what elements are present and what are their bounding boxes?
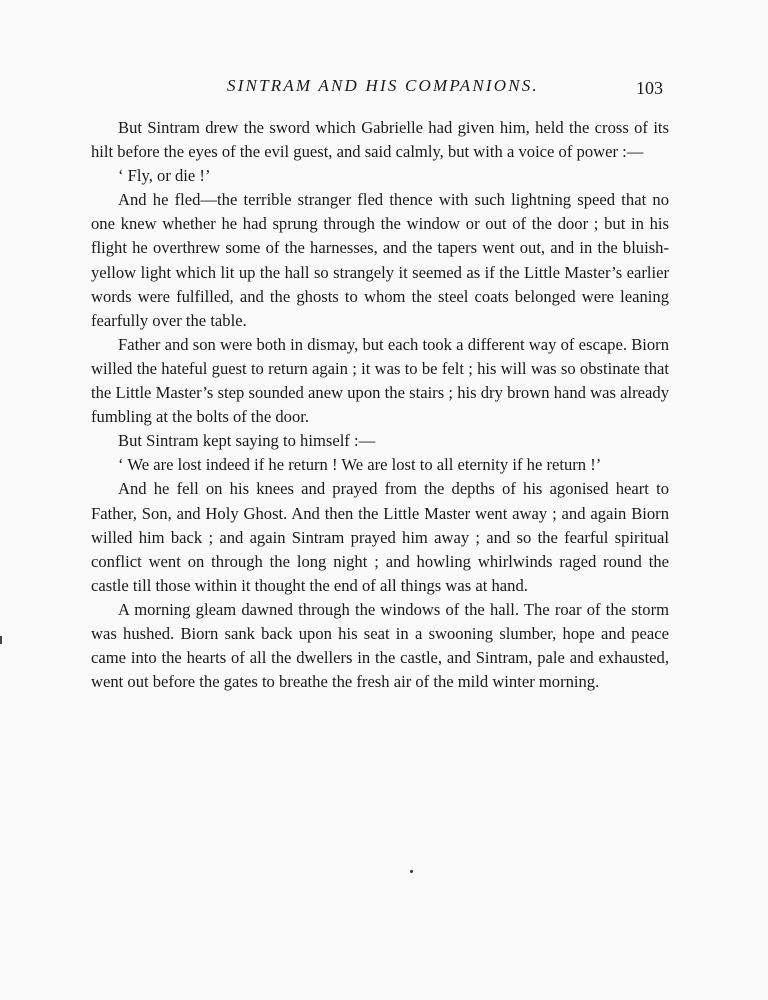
paragraph: But Sintram drew the sword which Gabrielle had given him, held the cross of its hilt before the eyes of the evil guest, and said calmly, but with a voice of power :— <box>91 118 669 162</box>
ink-dot-mark <box>410 870 413 873</box>
paragraph: ‘ Fly, or die !’ <box>118 166 211 186</box>
paragraph: A morning gleam dawned through the windows of the hall. The roar of the storm was hushed. Biorn sank back upon his seat in a swooning slumber, hope and peace came into the hearts of all the dwellers in the castle, and Sintram, pale and exhausted, went out before the gates to breathe the fresh air of the mild winter morning. <box>91 599 669 692</box>
margin-mark <box>0 636 2 644</box>
body-text <box>91 116 669 694</box>
running-head <box>0 76 768 100</box>
page-number: 103 <box>636 78 663 98</box>
paragraph: And he fell on his knees and prayed from the depths of his agonised heart to Father, Son, and Holy Ghost. And then the Little Master went away ; and again Biorn willed him back ; and again Sintram prayed him away ; and so the fearful spiritual conflict went on through the long night ; and howling whirlwinds raged round the castle till those within it thought the end of all things was at hand. <box>91 479 669 595</box>
paragraph: ‘ We are lost indeed if he return ! We are lost to all eternity if he return !’ <box>118 455 602 475</box>
paragraph: And he fled—the terrible stranger fled thence with such lightning speed that no one knew whether he had sprung through the window or out of the door ; but in his flight he overthrew some of the harnesses, and the tapers went out, and in the bluish-yellow light which lit up the hall so strangely it seemed as if the Little Master’s earlier words were fulfilled, and the ghosts to whom the steel coats belonged were leaning fearfully over the table. <box>91 190 669 330</box>
paragraph: Father and son were both in dismay, but each took a different way of escape. Biorn willed the hateful guest to return again ; it was to be felt ; his will was so obstinate that the Little Master’s step sounded anew upon the stairs ; his dry brown hand was already fumbling at the bolts of the door. <box>91 334 669 427</box>
running-title: SINTRAM AND HIS COMPANIONS. <box>227 76 539 95</box>
paragraph: But Sintram kept saying to himself :— <box>118 431 376 451</box>
